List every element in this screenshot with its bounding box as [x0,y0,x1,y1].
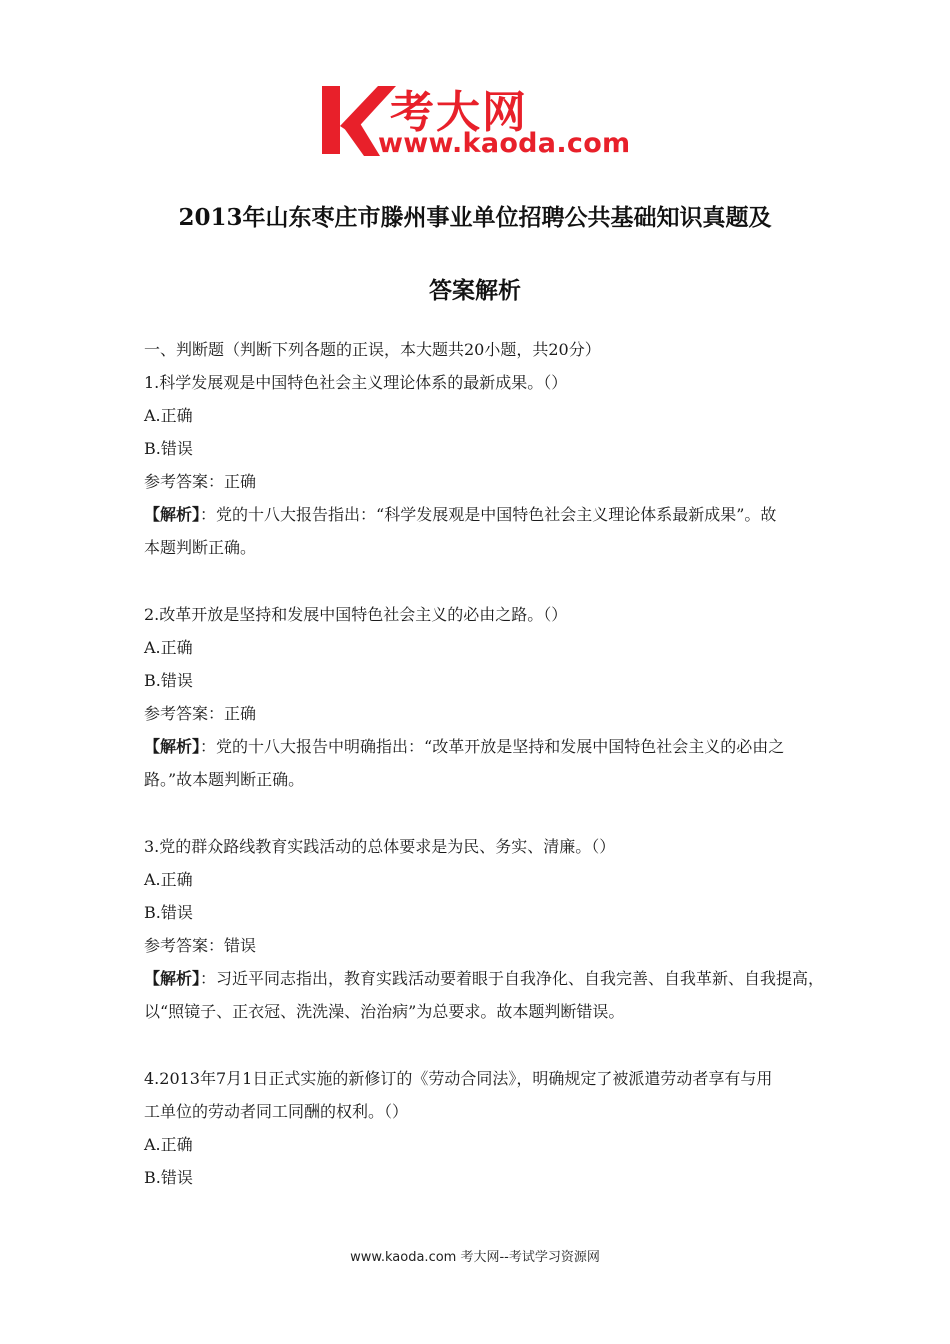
option-b: B.错误 [144,903,193,922]
logo-url: www.kaoda.com [378,128,631,159]
option-b: B.错误 [144,439,193,458]
analysis-line: 本题判断正确。 [144,538,257,557]
option-b: B.错误 [144,671,193,690]
analysis-label: 【解析】 [144,969,201,988]
document-body [144,338,825,1199]
question-stem: 4.2013年7月1日正式实施的新修订的《劳动合同法》，明确规定了被派遣劳动者享有与用 [144,1069,773,1088]
question-stem: 2.改革开放是坚持和发展中国特色社会主义的必由之路。（） [144,605,568,624]
option-a: A.正确 [144,870,193,889]
option-a: A.正确 [144,638,193,657]
analysis-line [144,735,816,768]
spacer [144,801,816,835]
spacer [144,1033,816,1067]
answer-line [144,934,816,967]
answer-line [144,702,816,735]
answer-value: 错误 [224,936,257,955]
document-title-line-1: 2013年山东枣庄市滕州事业单位招聘公共基础知识真题及 [178,204,772,231]
option-a: A.正确 [144,1135,193,1154]
answer-label: 参考答案： [144,936,225,955]
analysis-label: 【解析】 [144,737,201,756]
answer-line [144,470,816,503]
analysis-text: ：党的十八大报告中明确指出：“改革开放是坚持和发展中国特色社会主义的必由之 [200,737,785,756]
answer-label: 参考答案： [144,472,225,491]
analysis-text: ：党的十八大报告指出：“科学发展观是中国特色社会主义理论体系最新成果”。故 [200,505,777,524]
section-header: 一、判断题（判断下列各题的正误，本大题共20小题，共20分） [144,340,601,359]
option-a: A.正确 [144,406,193,425]
analysis-line [144,503,816,536]
analysis-line [144,967,825,1000]
answer-value: 正确 [224,704,257,723]
page-footer: www.kaoda.com 考大网--考试学习资源网 [350,1250,600,1265]
question-stem-continued: 工单位的劳动者同工同酬的权利。（） [144,1102,409,1121]
site-logo [318,82,640,162]
question-stem: 1.科学发展观是中国特色社会主义理论体系的最新成果。（） [144,373,568,392]
analysis-line: 以“照镜子、正衣冠、洗洗澡、治治病”为总要求。故本题判断错误。 [144,1002,625,1021]
answer-label: 参考答案： [144,704,225,723]
logo-site-name: 考大网 [390,87,528,138]
answer-value: 正确 [224,472,257,491]
analysis-line: 路。”故本题判断正确。 [144,770,305,789]
analysis-text: ：习近平同志指出，教育实践活动要着眼于自我净化、自我完善、自我革新、自我提高， [200,969,825,988]
option-b: B.错误 [144,1168,193,1187]
question-stem: 3.党的群众路线教育实践活动的总体要求是为民、务实、清廉。（） [144,837,616,856]
spacer [144,569,816,603]
analysis-label: 【解析】 [144,505,201,524]
document-title-line-2: 答案解析 [429,277,521,304]
